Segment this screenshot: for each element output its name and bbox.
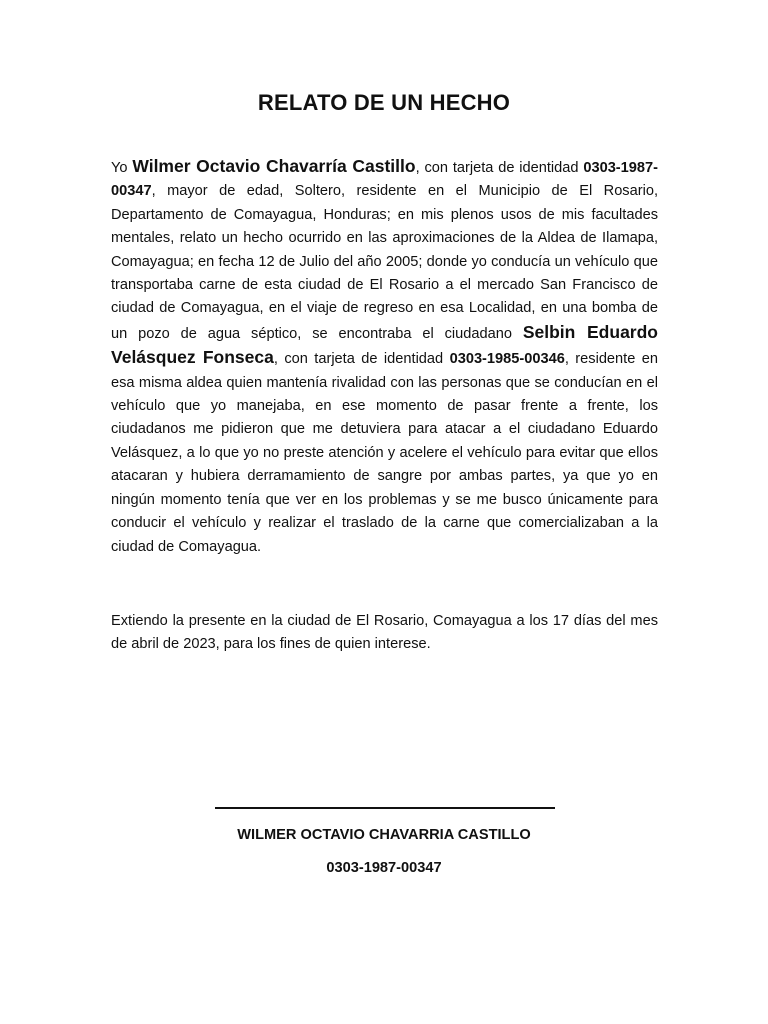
statement-paragraph [111, 155, 658, 559]
signer-name: WILMER OCTAVIO CHAVARRIA CASTILLO [237, 827, 531, 843]
signature-line [215, 807, 555, 809]
citizen-id: 0303-1985-00346 [449, 351, 565, 368]
statement-text-1: Yo [111, 160, 133, 176]
declarant-name: Wilmer Octavio Chavarría Castillo [132, 156, 416, 176]
statement-text-2: , con tarjeta de identidad [415, 160, 584, 176]
statement-text-5: , residente en esa misma aldea quien mantenía rivalidad con las personas que se conducían en el vehículo que yo manejaba, en ese momento de pasar frente a frente, los ciudadanos me pidieron que me detuviera para atacar a el ciudadano Eduardo Velásquez, a lo que yo no preste atención y acelere el vehículo para evitar que ellos atacaran y hubiera derramamiento de sangre por ambas partes, ya que yo en ningún momento tenía que ver en los problemas y se me busco únicamente para conducir el vehículo y realizar el traslado de la carne que comercializaban a la ciudad de Comayagua. [111, 351, 658, 555]
citizen-name: Selbin Eduardo Velásquez Fonseca [111, 321, 658, 368]
closing-paragraph: Extiendo la presente en la ciudad de El Rosario, Comayagua a los 17 días del mes de abril de 2023, para los fines de quien interese. [111, 613, 658, 653]
statement-text-3: , mayor de edad, Soltero, residente en el Municipio de El Rosario, Departamento de Comayagua, Honduras; en mis plenos usos de mis facultades mentales, relato un hecho ocurrido en las aproximaciones de la Aldea de Ilamapa, Comayagua; en fecha 12 de Julio del año 2005; donde yo conducía un vehículo que transportaba carne de esta ciudad de El Rosario a el mercado San Francisco de ciudad de Comayagua, en el viaje de regreso en esa Localidad, en una bomba de un pozo de agua séptico, se encontraba el ciudadano [111, 183, 658, 342]
declarant-id: 0303-1987-00347 [111, 160, 658, 200]
signer-id: 0303-1987-00347 [326, 860, 442, 876]
statement-text-4: , con tarjeta de identidad [273, 351, 450, 368]
document-title: RELATO DE UN HECHO [257, 90, 511, 115]
